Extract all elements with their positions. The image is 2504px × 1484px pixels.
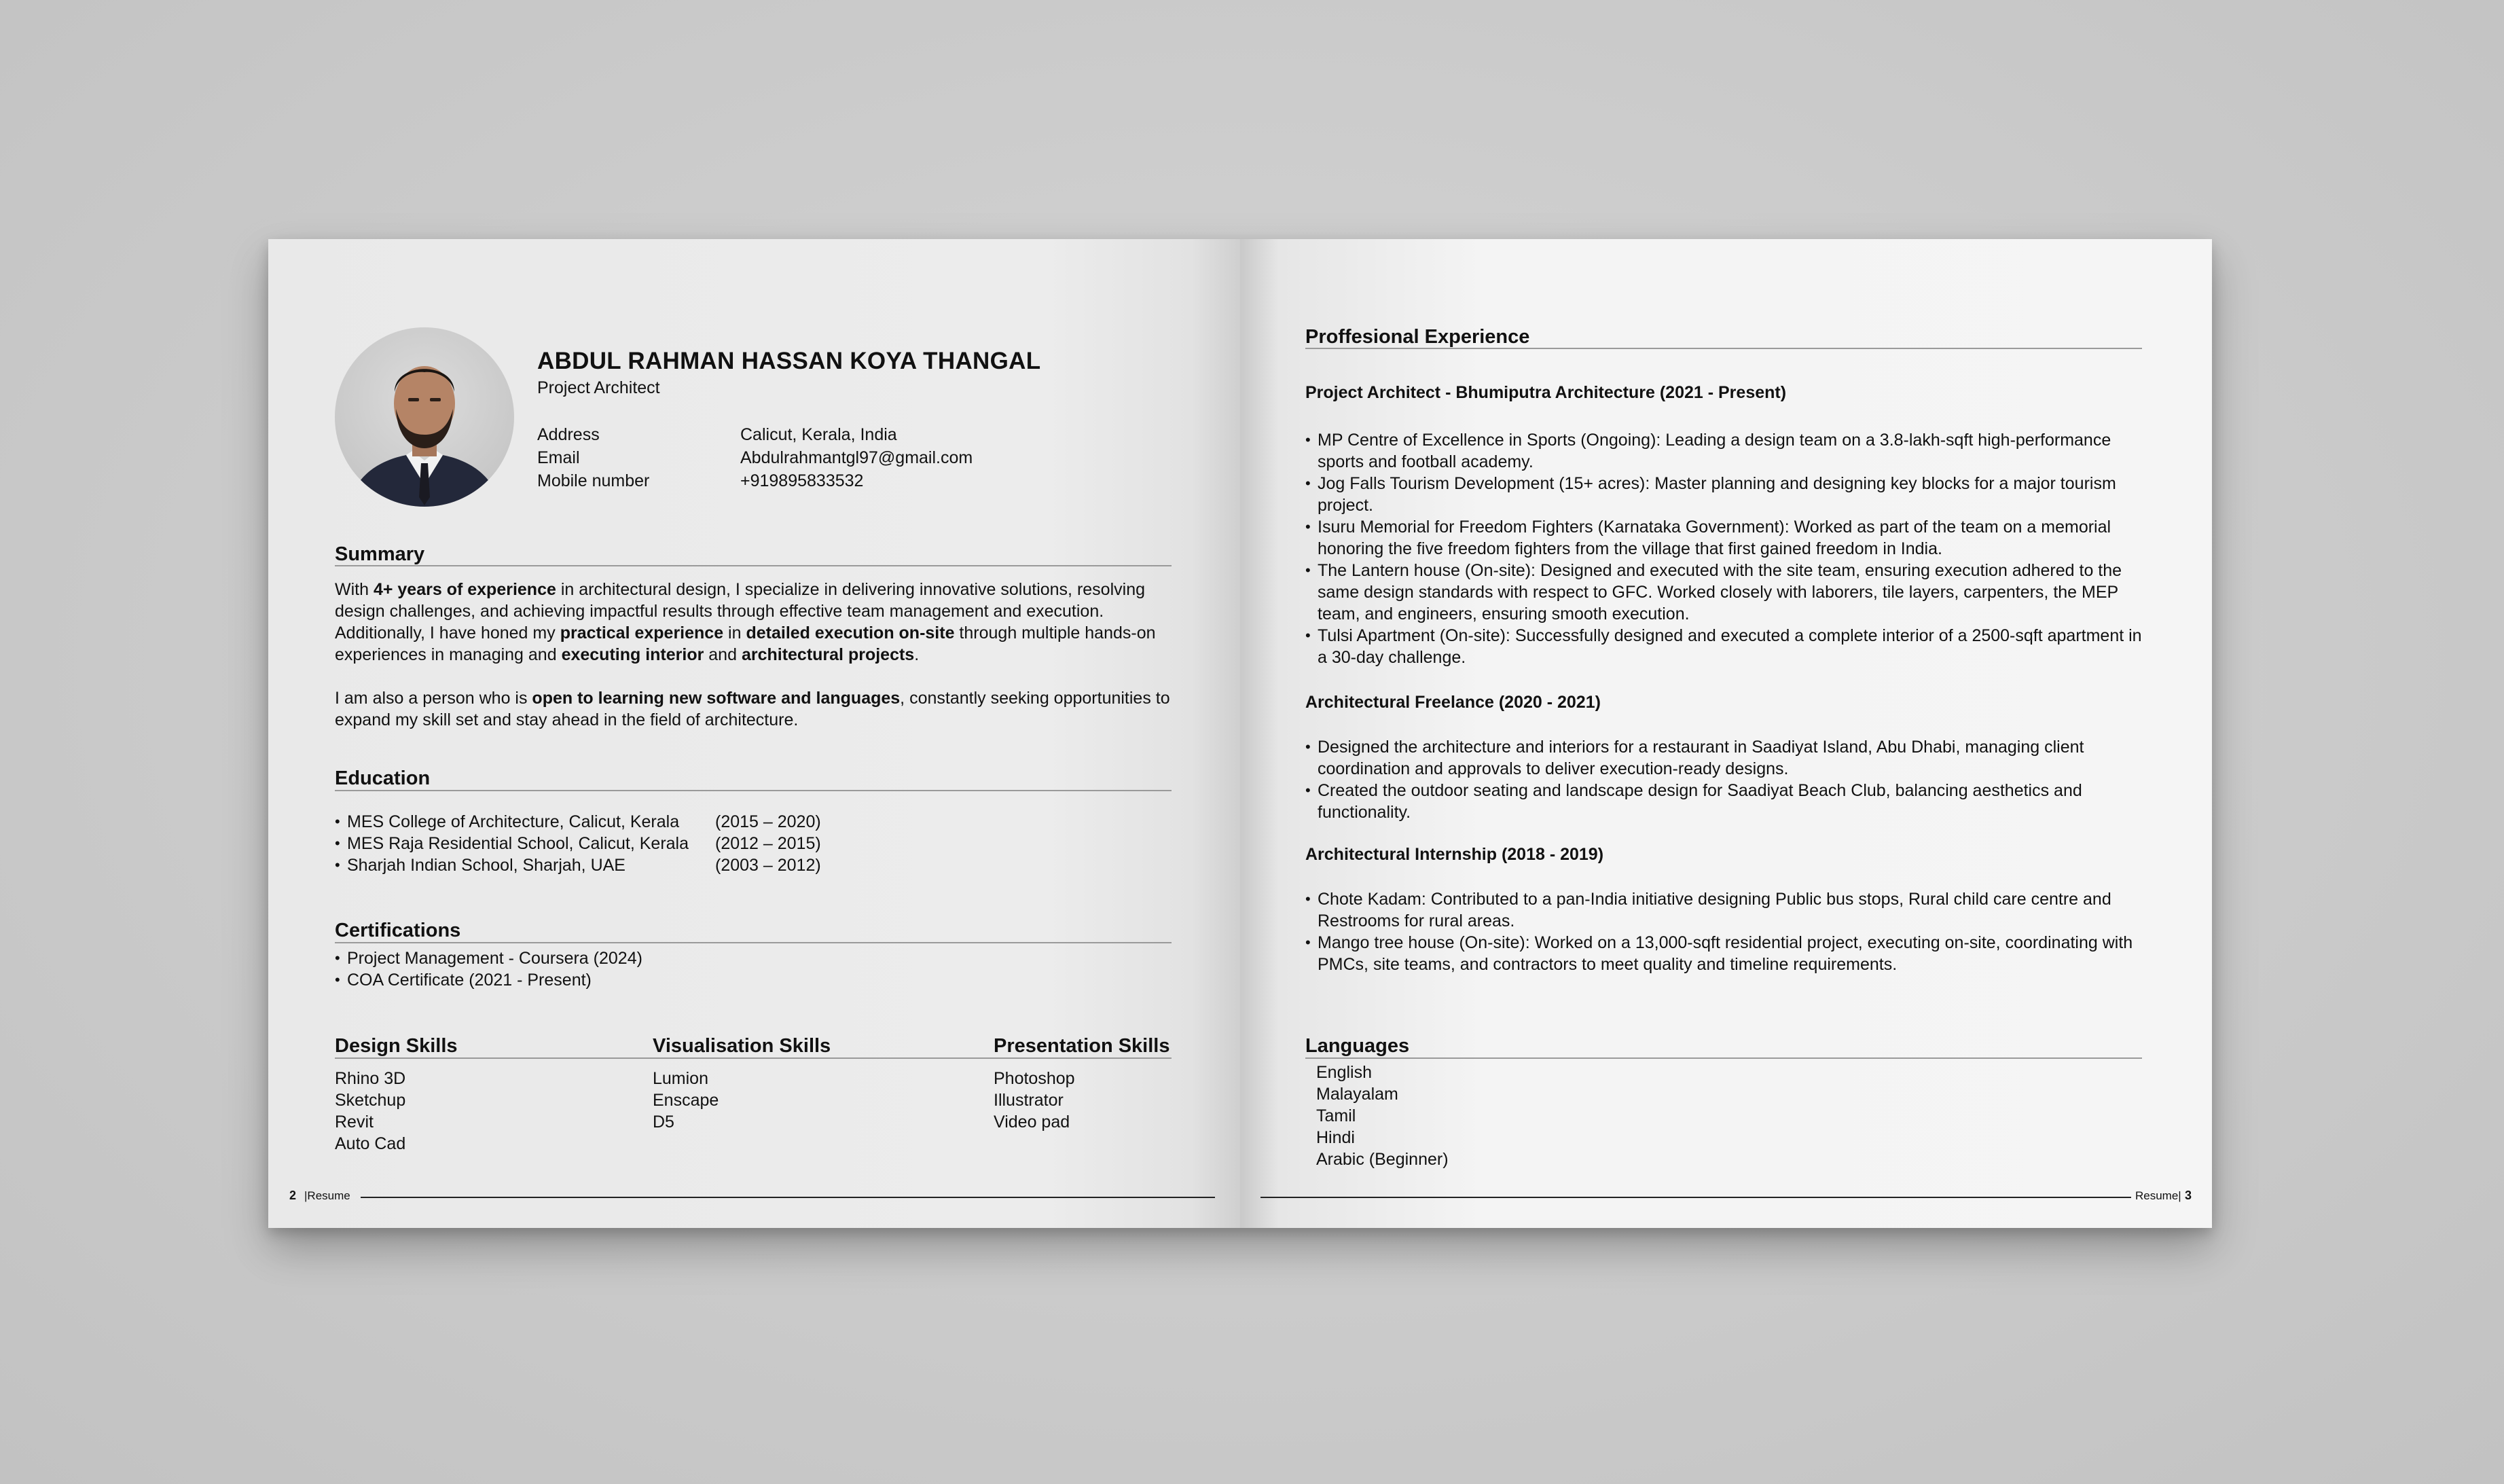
list-item: Video pad	[994, 1112, 1070, 1132]
list-item: Illustrator	[994, 1091, 1064, 1110]
languages-list	[1316, 1062, 1449, 1170]
languages-divider	[1305, 1057, 2142, 1059]
page-number: 2	[289, 1189, 297, 1202]
address-label: Address	[537, 425, 600, 444]
list-item: Rhino 3D	[335, 1069, 406, 1088]
list-item: • Mango tree house (On-site): Worked on a 13,000-sqft residential project, executing on-site, coordinating with PMCs, site teams, and contractors to meet quality and timeline requirements.	[1305, 932, 2144, 975]
school-name: MES Raja Residential School, Calicut, Kerala	[347, 834, 689, 853]
school-years: (2003 – 2012)	[715, 856, 821, 875]
text-run: , constantly seeking opportunities to expand my skill set and stay ahead in the field of architecture.	[335, 689, 1170, 729]
mobile-label: Mobile number	[537, 471, 650, 490]
presentation-skills-heading: Presentation Skills	[994, 1035, 1170, 1057]
experience-heading: Proffesional Experience	[1305, 326, 1530, 348]
experience-divider	[1305, 348, 2142, 349]
list-item: • Isuru Memorial for Freedom Fighters (Karnataka Government): Worked as part of the team on a memorial honoring the five freedom fighters from the village that first gained freedom in India.	[1305, 516, 2144, 560]
footer-label: Resume|	[2135, 1189, 2181, 1202]
list-item: • Tulsi Apartment (On-site): Successfully designed and executed a complete interior of a 2500-sqft apartment in a 30-day challenge.	[1305, 625, 2144, 668]
job-title: Architectural Internship (2018 - 2019)	[1305, 845, 1604, 864]
emphasis-text: practical experience	[560, 623, 724, 643]
summary-paragraph-1	[335, 579, 1174, 666]
footer-label: |Resume	[304, 1189, 350, 1202]
visualisation-skills-heading: Visualisation Skills	[653, 1035, 831, 1057]
emphasis-text: open to learning new software and languages	[532, 689, 901, 708]
job-2-list	[1305, 736, 2144, 823]
text-run: .	[914, 645, 920, 664]
email-value: Abdulrahmantgl97@gmail.com	[740, 448, 973, 467]
left-page	[268, 239, 1240, 1228]
job-1-list	[1305, 429, 2144, 668]
design-skills-heading: Design Skills	[335, 1035, 458, 1057]
school-years: (2012 – 2015)	[715, 834, 821, 853]
school-name: Sharjah Indian School, Sharjah, UAE	[347, 856, 625, 875]
summary-heading: Summary	[335, 543, 425, 565]
resume-booklet	[268, 239, 2212, 1228]
list-item: • COA Certificate (2021 - Present)	[335, 969, 642, 991]
school-name: MES College of Architecture, Calicut, Kerala	[347, 812, 680, 831]
mobile-value: +919895833532	[740, 471, 864, 490]
education-divider	[335, 790, 1172, 791]
list-item	[335, 833, 821, 854]
text-run: in	[723, 623, 746, 643]
list-item: Tamil	[1316, 1106, 1356, 1125]
candidate-role: Project Architect	[537, 378, 660, 397]
job-title: Architectural Freelance (2020 - 2021)	[1305, 693, 1601, 712]
list-item: Revit	[335, 1112, 374, 1132]
languages-heading: Languages	[1305, 1035, 1410, 1057]
visualisation-skills-list	[653, 1068, 719, 1133]
emphasis-text: executing interior	[561, 645, 704, 664]
list-item: • Created the outdoor seating and landscape design for Saadiyat Beach Club, balancing aesthetics and functionality.	[1305, 780, 2144, 823]
person-portrait-icon	[335, 327, 514, 507]
certifications-heading: Certifications	[335, 920, 461, 941]
emphasis-text: 4+ years of experience	[373, 580, 556, 599]
list-item: D5	[653, 1112, 674, 1132]
email-label: Email	[537, 448, 580, 467]
list-item: Hindi	[1316, 1128, 1355, 1147]
profile-photo	[335, 327, 514, 507]
address-value: Calicut, Kerala, India	[740, 425, 897, 444]
list-item	[335, 854, 821, 876]
list-item: English	[1316, 1063, 1372, 1082]
list-item: • MP Centre of Excellence in Sports (Ongoing): Leading a design team on a 3.8-lakh-sqft high-performance sports and football academy.	[1305, 429, 2144, 473]
list-item: Enscape	[653, 1091, 719, 1110]
list-item: Malayalam	[1316, 1085, 1398, 1104]
footer-line	[1260, 1197, 2131, 1198]
text-run: and	[704, 645, 742, 664]
certifications-divider	[335, 942, 1172, 943]
text-run: in architectural design, I specialize in delivering innovative solutions, resolving design challenges, and achieving impactful results through effective team management and execution. Additionally, I have honed my	[335, 580, 1146, 643]
right-page	[1240, 239, 2212, 1228]
candidate-name: ABDUL RAHMAN HASSAN KOYA THANGAL	[537, 348, 1041, 374]
list-item: • Chote Kadam: Contributed to a pan-India initiative designing Public bus stops, Rural child care centre and Restrooms for rural areas.	[1305, 888, 2144, 932]
emphasis-text: architectural projects	[741, 645, 915, 664]
design-skills-list	[335, 1068, 405, 1155]
education-heading: Education	[335, 767, 431, 789]
skills-divider	[335, 1057, 1172, 1059]
text-run: through multiple hands-on experiences in managing and	[335, 623, 1156, 664]
emphasis-text: detailed execution on-site	[746, 623, 955, 643]
list-item: • Designed the architecture and interiors for a restaurant in Saadiyat Island, Abu Dhabi, managing client coordination and approvals to deliver execution-ready designs.	[1305, 736, 2144, 780]
list-item: • The Lantern house (On-site): Designed and executed with the site team, ensuring execution adhered to the same design standards with respect to GFC. Worked closely with laborers, tile layers, carpenters, the MEP team, and engineers, ensuring smooth execution.	[1305, 560, 2144, 625]
list-item	[335, 811, 821, 833]
job-3-list	[1305, 888, 2144, 975]
list-item: Photoshop	[994, 1069, 1075, 1088]
summary-paragraph-2	[335, 687, 1174, 731]
job-title: Project Architect - Bhumiputra Architecture (2021 - Present)	[1305, 383, 1787, 402]
page-number: 3	[2185, 1189, 2192, 1202]
presentation-skills-list	[994, 1068, 1075, 1133]
footer-line	[361, 1197, 1215, 1198]
certifications-list	[335, 947, 642, 991]
education-list	[335, 811, 821, 876]
list-item: Auto Cad	[335, 1134, 406, 1153]
list-item: • Project Management - Coursera (2024)	[335, 947, 642, 969]
text-run: With	[335, 580, 374, 599]
school-years: (2015 – 2020)	[715, 812, 821, 831]
list-item: Arabic (Beginner)	[1316, 1150, 1449, 1169]
list-item: Lumion	[653, 1069, 708, 1088]
list-item: Sketchup	[335, 1091, 406, 1110]
text-run: I am also a person who is	[335, 689, 532, 708]
list-item: • Jog Falls Tourism Development (15+ acres): Master planning and designing key blocks for a major tourism project.	[1305, 473, 2144, 516]
summary-divider	[335, 565, 1172, 566]
